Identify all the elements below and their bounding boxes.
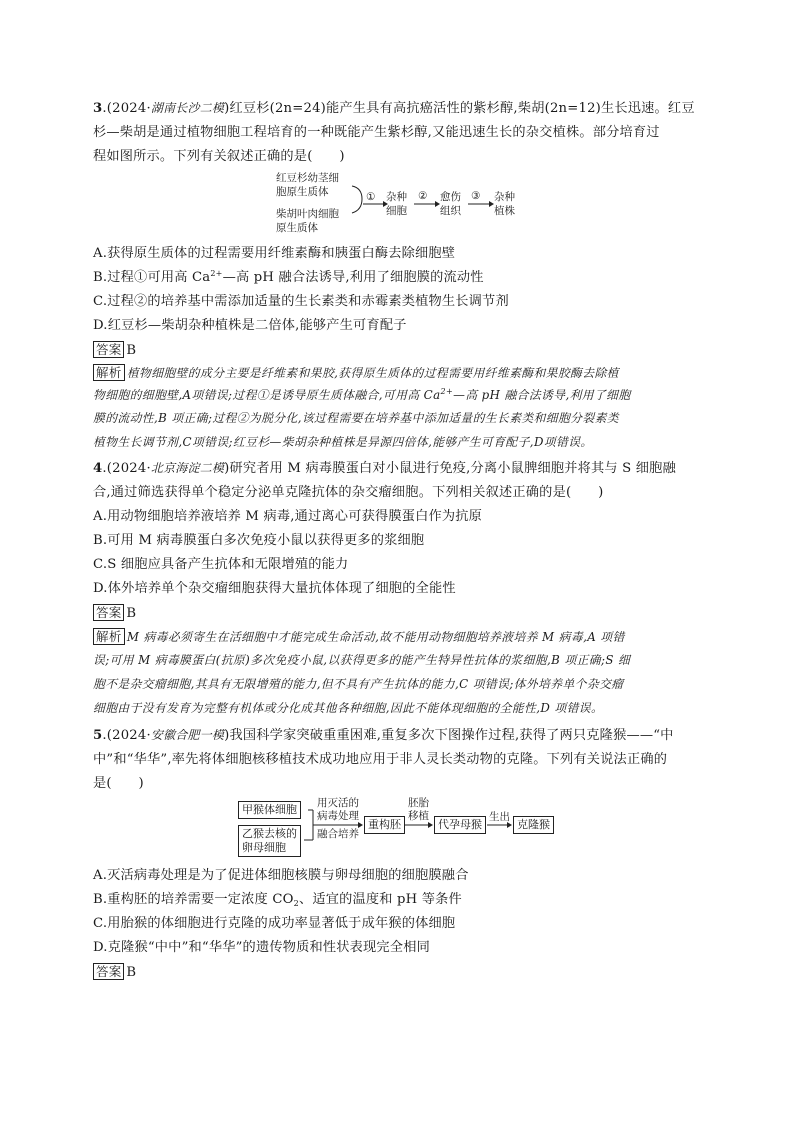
q3-explanation-line1: 解析 植物细胞壁的成分主要是纤维素和果胶,获得原生质体的过程需要用纤维素酶和果胶酶去除植 <box>93 364 703 381</box>
q5-number: 5 <box>93 728 103 743</box>
q3-option-b: B.过程①可用高 $Ca^{2+}—$高 pH 融合法诱导,利用了细胞膜的流动性 <box>93 269 484 285</box>
q4-stem-line2: 合,通过筛选获得单个稳定分泌单克隆抗体的杂交瘤细胞。下列相关叙述正确的是( ) <box>93 485 604 500</box>
q3-explanation-line2: 物细胞的细胞壁,A项错误;过程①是诱导原生质体融合,可用高 $Ca^{2+}—$高 pH 融合法诱导,利用了细胞 <box>93 387 631 402</box>
q4-option-c: C.S 细胞应具备产生抗体和无限增殖的能力 <box>93 557 349 572</box>
q3-answer: 答案 B <box>93 341 703 360</box>
q5-stem-line1: 5.(2024·安徽合肥一模)我国科学家突破重重困难,重复多次下图操作过程,获得了两只克隆猴——“中 <box>93 728 674 743</box>
q4-explanation-line1: 解析 M 病毒必须寄生在活细胞中才能完成生命活动,故不能用动物细胞培养液培养 M 病毒,A 项错 <box>93 628 703 645</box>
q3-node1-line2: 细胞 <box>386 205 407 217</box>
q3-node3-line2: 植株 <box>494 205 515 217</box>
q5-label-transfer-line2: 移植 <box>408 810 429 822</box>
q5-label-virus-line2: 病毒处理 <box>317 810 359 822</box>
q3-source1-line1: 红豆杉幼茎细 <box>276 172 339 184</box>
q5-label-virus-line1: 用灭活的 <box>317 797 359 809</box>
q5-box-donor-cell: 甲猴体细胞 <box>238 801 301 819</box>
q3-option-d: D.红豆杉—柴胡杂种植株是二倍体,能够产生可育配子 <box>93 318 407 333</box>
answer-tag: 答案 <box>93 341 124 358</box>
q5-answer: 答案 B <box>93 963 703 982</box>
q5-box-oocyte: 乙猴去核的 卵母细胞 <box>238 825 301 857</box>
q4-explanation-line3: 胞不是杂交瘤细胞,其具有无限增殖的能力,但不具有产生抗体的能力,C 项错误;体外培养单个杂交瘤 <box>93 677 624 691</box>
q3-node2-line2: 组织 <box>440 205 461 217</box>
q5-label-fusion: 融合培养 <box>317 828 359 840</box>
q3-step2-label: ② <box>418 190 428 202</box>
q3-explanation-line3: 膜的流动性,B 项正确;过程②为脱分化,该过程需要在培养基中添加适量的生长素类和细胞分裂素类 <box>93 411 619 425</box>
q3-stem-line2: 杉—柴胡是通过植物细胞工程培育的一种既能产生紫杉醇,又能迅速生长的杂交植株。部分培育过 <box>93 125 660 140</box>
q5-option-a: A.灭活病毒处理是为了促进体细胞核膜与卵母细胞的细胞膜融合 <box>93 868 469 883</box>
q3-node3-line1: 杂种 <box>494 191 515 203</box>
q3-stem-line1: 3.(2024·湖南长沙二模)红豆杉(2n=24)能产生具有高抗癌活性的紫杉醇,柴胡(2n=12)生长迅速。红豆 <box>93 101 695 116</box>
q5-option-b: B.重构胚的培养需要一定浓度 $CO_2$、适宜的温度和 pH 等条件 <box>93 892 462 908</box>
q5-option-c: C.用胎猴的体细胞进行克隆的成功率显著低于成年猴的体细胞 <box>93 916 456 931</box>
q3-option-a: A.获得原生质体的过程需要用纤维素酶和胰蛋白酶去除细胞壁 <box>93 246 456 261</box>
answer-tag: 答案 <box>93 963 124 980</box>
q4-stem-line1: 4.(2024·北京海淀二模)研究者用 M 病毒膜蛋白对小鼠进行免疫,分离小鼠脾细胞并将其与 S 细胞融 <box>93 461 676 476</box>
q3-explanation-line4: 植物生长调节剂,C项错误;红豆杉—柴胡杂种植株是异源四倍体,能够产生可育配子,D项错误。 <box>93 435 593 449</box>
answer-tag: 答案 <box>93 604 124 621</box>
q4-explanation-line4: 细胞由于没有发育为完整有机体或分化成其他各种细胞,因此不能体现细胞的全能性,D 项错误。 <box>93 701 604 715</box>
q3-node2-line1: 愈伤 <box>440 191 461 203</box>
q4-number: 4 <box>93 461 103 476</box>
q5-box-surrogate: 代孕母猴 <box>434 816 486 834</box>
q3-source2-line1: 柴胡叶肉细胞 <box>276 208 339 220</box>
q3-stem-line3: 程如图所示。下列有关叙述正确的是( ) <box>93 149 345 164</box>
q3-step1-label: ① <box>366 191 376 203</box>
q3-source1-line2: 胞原生质体 <box>276 186 329 198</box>
explanation-tag: 解析 <box>93 364 125 381</box>
q5-label-transfer-line1: 胚胎 <box>408 797 429 809</box>
q3-node1-line1: 杂种 <box>386 191 407 203</box>
q3-option-c: C.过程②的培养基中需添加适量的生长素类和赤霉素类植物生长调节剂 <box>93 294 509 309</box>
q5-box-clone: 克隆猴 <box>513 816 554 834</box>
q3-source2-line2: 原生质体 <box>276 222 318 234</box>
q4-option-a: A.用动物细胞培养液培养 M 病毒,通过离心可获得膜蛋白作为抗原 <box>93 509 483 524</box>
q5-label-birth: 生出 <box>489 811 510 823</box>
q5-stem-line3: 是( ) <box>93 776 144 791</box>
explanation-tag: 解析 <box>93 628 125 645</box>
q4-explanation-line2: 误;可用 M 病毒膜蛋白(抗原)多次免疫小鼠,以获得更多的能产生特异性抗体的浆细胞,B 项正确;S 细 <box>93 653 631 667</box>
q5-box-embryo: 重构胚 <box>364 816 405 834</box>
q4-option-d: D.体外培养单个杂交瘤细胞获得大量抗体体现了细胞的全能性 <box>93 581 456 596</box>
q3-step3-label: ③ <box>471 190 481 202</box>
q5-option-d: D.克隆猴“中中”和“华华”的遗传物质和性状表现完全相同 <box>93 940 430 955</box>
q4-option-b: B.可用 M 病毒膜蛋白多次免疫小鼠以获得更多的浆细胞 <box>93 533 425 548</box>
q4-answer: 答案 B <box>93 604 703 623</box>
q5-stem-line2: 中”和“华华”,率先将体细胞核移植技术成功地应用于非人灵长类动物的克隆。下列有关说法正确的 <box>93 752 668 767</box>
q3-number: 3 <box>93 101 103 116</box>
